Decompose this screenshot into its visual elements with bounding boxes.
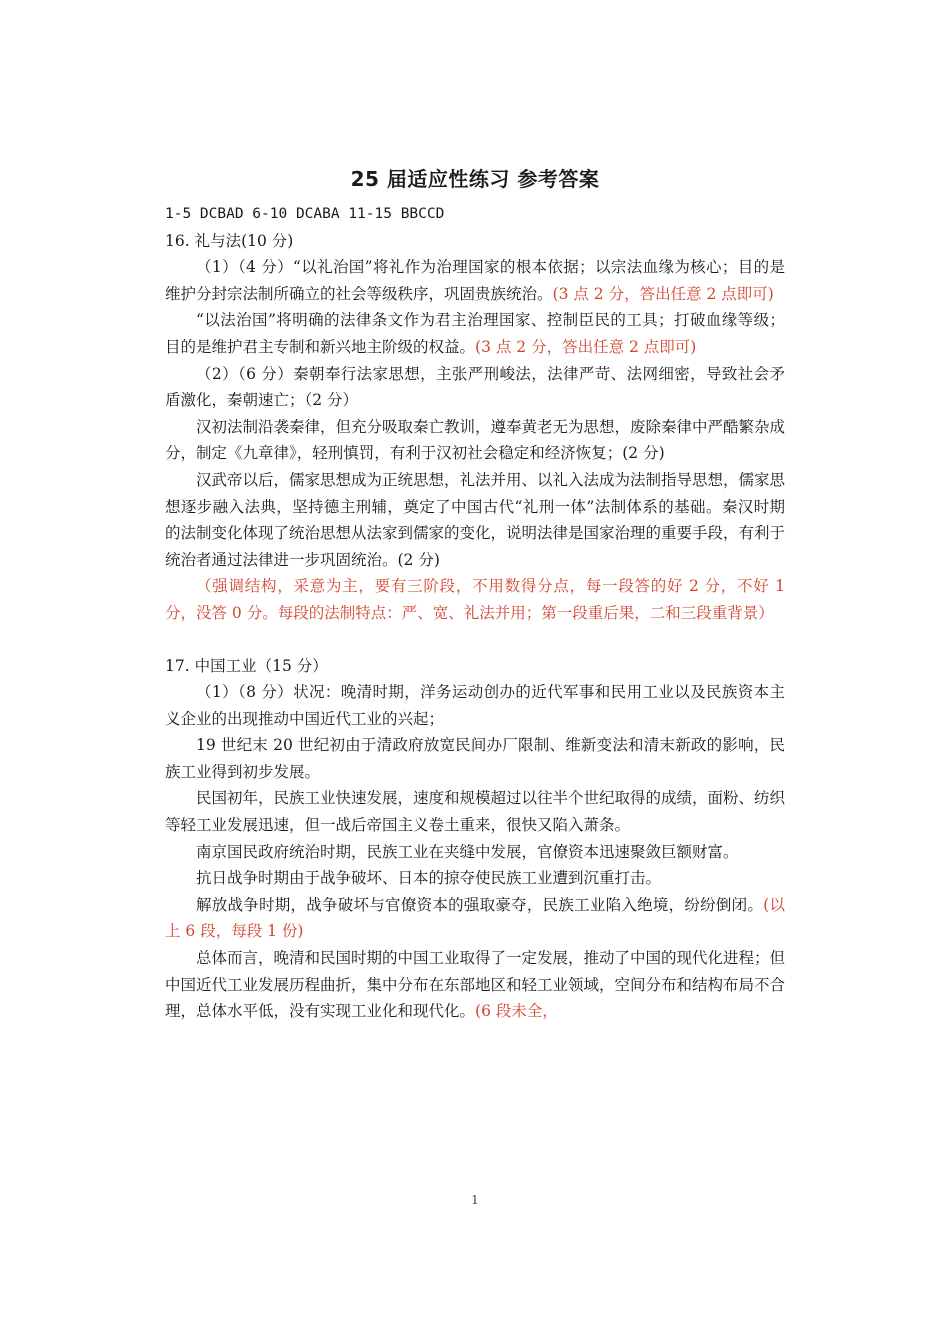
q17-p7-text: 总体而言，晚清和民国时期的中国工业取得了一定发展，推动了中国的现代化进程；但中国近代工业发展历程曲折，集中分布在东部地区和轻工业领域，空间分布和结构布局不合理，总体水平低，没有实现工业化和现代化。 (165, 949, 786, 1021)
q16-p1-text: （1）（4 分）“以礼治国”将礼作为治理国家的根本依据；以宗法血缘为核心；目的是维护分封宗法制所确立的社会等级秩序，巩固贵族统治。 (165, 258, 785, 303)
q17-p7-note: (6 段未全， (475, 1002, 558, 1021)
q17-p6-note: (以上 6 段，每段 1 份) (165, 895, 785, 941)
choice-answers-line: 1-5 DCBAD 6-10 DCABA 11-15 BBCCD (165, 206, 445, 222)
q16-p2-text: “以法治国”将明确的法律条文作为君主治理国家、控制臣民的工具；打破血缘等级；目的是维护君主专制和新兴地主阶级的权益。 (165, 311, 785, 356)
q16-paragraph-2 (165, 307, 785, 360)
q16-heading: 16. 礼与法(10 分) (165, 231, 294, 250)
q17-heading: 17. 中国工业（15 分） (165, 656, 328, 675)
q16-paragraph-3: （2）（6 分）秦朝奉行法家思想，主张严刑峻法，法律严苛、法网细密，导致社会矛盾激化，秦朝速亡；（2 分） (165, 364, 785, 410)
q16-p1-note: (3 点 2 分，答出任意 2 点即可) (552, 284, 774, 303)
q17-paragraph-3: 民国初年，民族工业快速发展，速度和规模超过以往半个世纪取得的成绩，面粉、纺织等轻工业发展迅速，但一战后帝国主义卷土重来，很快又陷入萧条。 (165, 789, 786, 835)
q16-paragraph-5: 汉武帝以后，儒家思想成为正统思想，礼法并用、以礼入法成为法制指导思想，儒家思想逐步融入法典，坚持德主刑辅，奠定了中国古代“礼刑一体”法制体系的基础。秦汉时期的法制变化体现了统治思想从法家到儒家的变化，说明法律是国家治理的重要手段，有利于统治者通过法律进一步巩固统治。(2 分) (165, 470, 786, 569)
q17-p6-text: 解放战争时期，战争破坏与官僚资本的强取豪夺，民族工业陷入绝境，纷纷倒闭。 (196, 895, 764, 914)
page-number: 1 (471, 1193, 479, 1207)
q16-grading-note: （强调结构，采意为主，要有三阶段，不用数得分点，每一段答的好 2 分，不好 1 分，没答 0 分。每段的法制特点：严、宽、礼法并用；第一段重后果，二和三段重背景） (165, 577, 785, 622)
page-title: 25 届适应性练习 参考答案 (350, 167, 600, 191)
q17-paragraph-6 (165, 892, 785, 945)
q17-paragraph-5: 抗日战争时期由于战争破坏、日本的掠夺使民族工业遭到沉重打击。 (196, 869, 662, 888)
q17-paragraph-2: 19 世纪末 20 世纪初由于清政府放宽民间办厂限制、维新变法和清末新政的影响，民族工业得到初步发展。 (165, 736, 785, 781)
q16-p2-note: (3 点 2 分，答出任意 2 点即可) (475, 337, 697, 356)
section-spacer (165, 627, 785, 653)
q16-paragraph-4: 汉初法制沿袭秦律，但充分吸取秦亡教训，遵奉黄老无为思想，废除秦律中严酷繁杂成分，制定《九章律》，轻刑慎罚，有利于汉初社会稳定和经济恢复；(2 分) (165, 417, 786, 463)
q17-paragraph-4: 南京国民政府统治时期，民族工业在夹缝中发展，官僚资本迅速聚敛巨额财富。 (196, 842, 739, 861)
q16-paragraph-1 (165, 254, 785, 307)
q17-paragraph-1: （1）（8 分）状况：晚清时期，洋务运动创办的近代军事和民用工业以及民族资本主义企业的出现推动中国近代工业的兴起； (165, 683, 785, 728)
q17-paragraph-7 (165, 945, 785, 1025)
answer-content (165, 201, 785, 1025)
